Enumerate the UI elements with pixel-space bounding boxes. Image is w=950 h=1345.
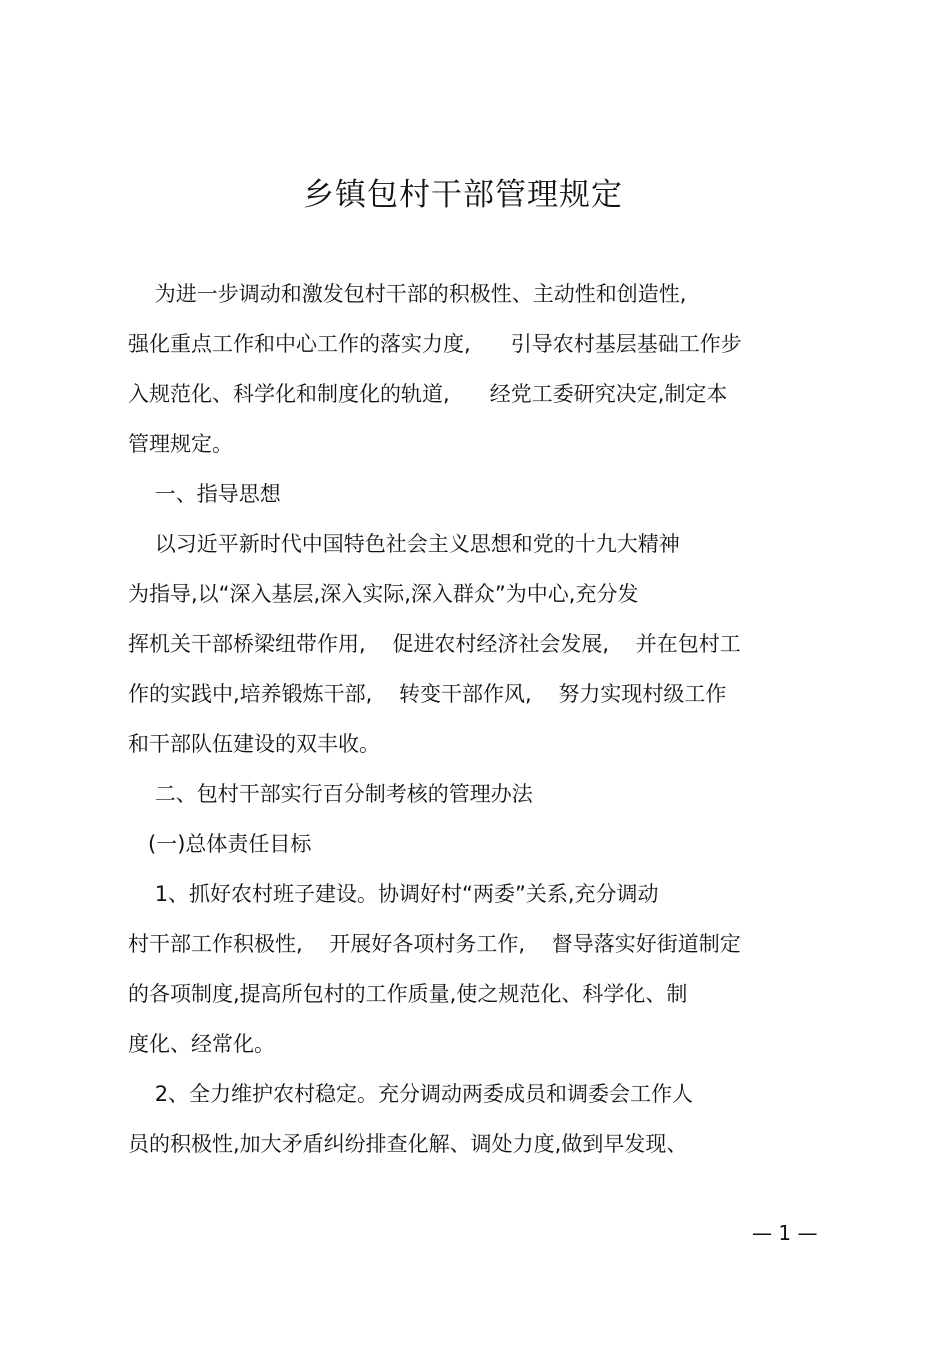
paragraph-line: 2、全力维护农村稳定。充分调动两委成员和调委会工作人 xyxy=(128,1082,694,1106)
paragraph-line: 的各项制度,提高所包村的工作质量,使之规范化、科学化、制 xyxy=(128,982,688,1006)
paragraph-line: 管理规定。 xyxy=(128,432,233,456)
paragraph-line: 为指导,以“深入基层,深入实际,深入群众”为中心,充分发 xyxy=(128,582,639,606)
section-heading: 一、指导思想 xyxy=(128,482,281,506)
subsection-heading: (一)总体责任目标 xyxy=(128,832,312,856)
paragraph-line: 度化、经常化。 xyxy=(128,1032,275,1056)
paragraph-line: 为进一步调动和激发包村干部的积极性、主动性和创造性, xyxy=(128,282,687,306)
paragraph-line: 村干部工作积极性, 开展好各项村务工作, 督导落实好街道制定 xyxy=(128,932,741,956)
paragraph-line: 入规范化、科学化和制度化的轨道, 经党工委研究决定,制定本 xyxy=(128,382,728,406)
document-title: 乡镇包村干部管理规定 xyxy=(303,177,623,213)
page-number: — 1 — xyxy=(752,1221,818,1245)
paragraph-line: 1、抓好农村班子建设。协调好村“两委”关系,充分调动 xyxy=(128,882,659,906)
paragraph-line: 作的实践中,培养锻炼干部, 转变干部作风, 努力实现村级工作 xyxy=(128,682,727,706)
paragraph-line: 以习近平新时代中国特色社会主义思想和党的十九大精神 xyxy=(128,532,680,556)
section-heading: 二、包村干部实行百分制考核的管理办法 xyxy=(128,782,533,806)
paragraph-line: 强化重点工作和中心工作的落实力度, 引导农村基层基础工作步 xyxy=(128,332,742,356)
paragraph-line: 挥机关干部桥梁纽带作用, 促进农村经济社会发展, 并在包村工 xyxy=(128,632,741,656)
paragraph-line: 员的积极性,加大矛盾纠纷排查化解、调处力度,做到早发现、 xyxy=(128,1132,688,1156)
paragraph-line: 和干部队伍建设的双丰收。 xyxy=(128,732,380,756)
